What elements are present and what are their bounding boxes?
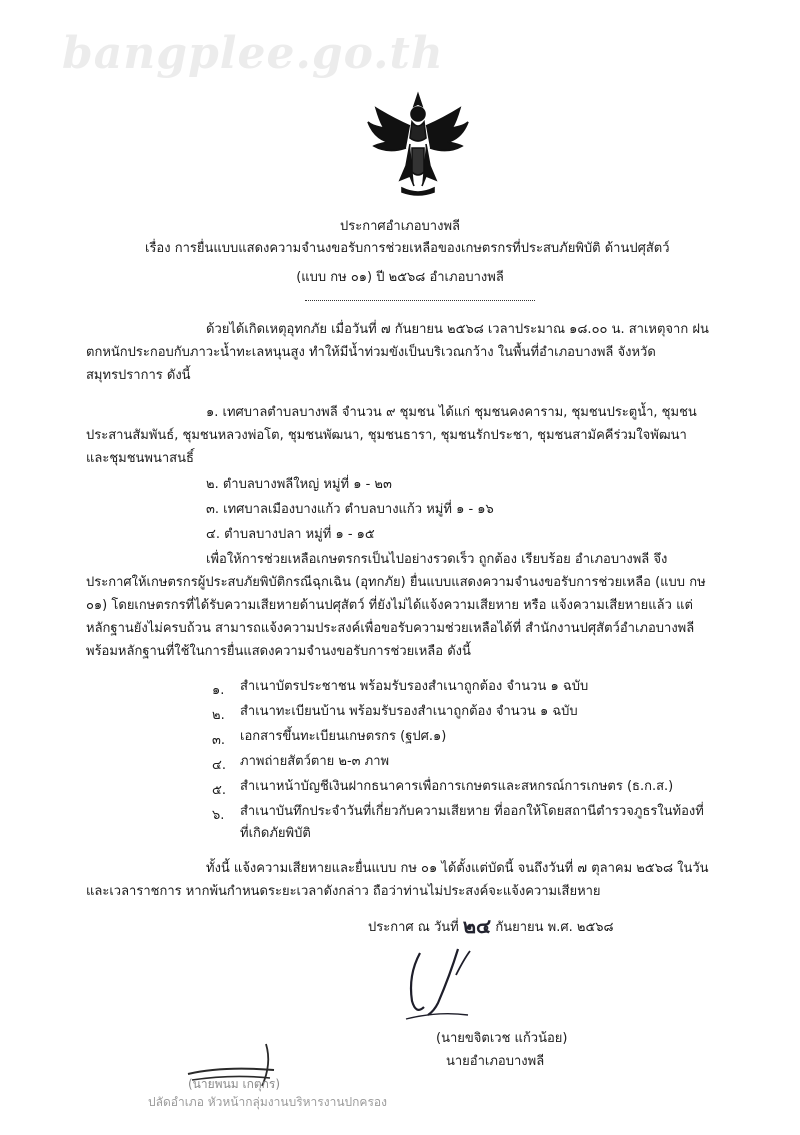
area-item-3: ๓. เทศบาลเมืองบางแก้ว ตำบลบางแก้ว หมู่ที่ ๑ - ๑๖ bbox=[206, 502, 494, 517]
area-item-1: ๑. เทศบาลตำบลบางพลี จำนวน ๙ ชุมชน ได้แก่ ชุมชนคงคาราม, ชุมชนประตูน้ำ, ชุมชน ประสานสัมพันธ์, ชุมชนหลวงพ่อโต, ชุมชนพัฒนา, ชุมชนธารา, ชุมชนรักประชา, ชุมชนสามัคคีร่วมใจพัฒนา และชุมชนพนาสนธิ์ bbox=[86, 405, 697, 466]
garuda-emblem-icon bbox=[362, 88, 474, 200]
subject-line-2: (แบบ กษ ๐๑) ปี ๒๕๖๘ อำเภอบางพลี bbox=[296, 270, 504, 285]
document-num-6: ๖. bbox=[212, 808, 225, 823]
signer-name: (นายขจิตเวช แก้วน้อย) bbox=[436, 1031, 568, 1046]
announcement-title: ประกาศอำเภอบางพลี bbox=[339, 219, 460, 234]
signer-title: นายอำเภอบางพลี bbox=[446, 1054, 545, 1069]
subject-line-1: เรื่อง การยื่นแบบแสดงความจำนงขอรับการช่วยเหลือของเกษตรกรที่ประสบภัยพิบัติ ด้านปศุสัตว์ bbox=[145, 241, 670, 256]
document-num-2: ๒. bbox=[212, 708, 225, 723]
document-text-6: สำเนาบันทึกประจำวันที่เกี่ยวกับความเสียหาย ที่ออกให้โดยสถานีตำรวจภูธรในท้องที่ ที่เกิดภัยพิบัติ bbox=[240, 804, 704, 841]
area-item-4: ๔. ตำบลบางปลา หมู่ที่ ๑ - ๑๕ bbox=[206, 527, 375, 542]
document-text-3: เอกสารขึ้นทะเบียนเกษตรกร (ฐปศ.๑) bbox=[240, 729, 447, 744]
document-text-5: สำเนาหน้าบัญชีเงินฝากธนาคารเพื่อการเกษตรและสหกรณ์การเกษตร (ธ.ก.ส.) bbox=[240, 779, 674, 794]
announcement-date bbox=[368, 913, 614, 941]
intro-paragraph: ด้วยได้เกิดเหตุอุทกภัย เมื่อวันที่ ๗ กันยายน ๒๕๖๘ เวลาประมาณ ๑๘.๐๐ น. สาเหตุจาก ฝนตกหนักประกอบกับภาวะน้ำทะเลหนุนสูง ทำให้มีน้ำท่วมขังเป็นบริเวณกว้าง ในพื้นที่อำเภอบางพลี จังหวัดสมุทรปราการ ดังนี้ bbox=[86, 322, 709, 383]
area-item-2: ๒. ตำบลบางพลีใหญ่ หมู่ที่ ๑ - ๒๓ bbox=[206, 477, 392, 492]
stamp-name: (นายพนม เกตุกร) bbox=[188, 1077, 281, 1091]
document-num-4: ๔. bbox=[212, 758, 226, 773]
closing-paragraph: ทั้งนี้ แจ้งความเสียหายและยื่นแบบ กษ ๐๑ ได้ตั้งแต่บัดนี้ จนถึงวันที่ ๗ ตุลาคม ๒๕๖๘ ในวันและเวลาราชการ หากพ้นกำหนดระยะเวลาดังกล่าว ถือว่าท่านไม่ประสงค์จะแจ้งความเสียหาย bbox=[86, 861, 709, 899]
document-num-1: ๑. bbox=[212, 683, 225, 698]
document-text-4: ภาพถ่ายสัตว์ตาย ๒-๓ ภาพ bbox=[240, 754, 390, 769]
document-text-1: สำเนาบัตรประชาชน พร้อมรับรองสำเนาถูกต้อง จำนวน ๑ ฉบับ bbox=[240, 679, 589, 694]
divider bbox=[305, 300, 535, 301]
announcement-paragraph: เพื่อให้การช่วยเหลือเกษตรกรเป็นไปอย่างรวดเร็ว ถูกต้อง เรียบร้อย อำเภอบางพลี จึงประกาศให้เกษตรกรผู้ประสบภัยพิบัติกรณีฉุกเฉิน (อุทกภัย) ยื่นแบบแสดงความจำนงขอรับการช่วยเหลือ (แบบ กษ ๐๑) โดยเกษตรกรที่ได้รับความเสียหายด้านปศุสัตว์ ที่ยังไม่ได้แจ้งความเสียหาย หรือ แจ้งความเสียหายแล้ว แต่หลักฐานยังไม่ครบถ้วน สามารถแจ้งความประสงค์เพื่อขอรับความช่วยเหลือได้ที่ สำนักงานปศุสัตว์อำเภอบางพลี พร้อมหลักฐานที่ใช้ในการยื่นแสดงความจำนงขอรับการช่วยเหลือ ดังนี้ bbox=[86, 552, 706, 659]
date-prefix: ประกาศ ณ วันที่ bbox=[368, 920, 459, 935]
watermark: bangplee.go.th bbox=[62, 28, 444, 79]
stamp-title: ปลัดอำเภอ หัวหน้ากลุ่มงานบริหารงานปกครอง bbox=[148, 1095, 387, 1109]
date-day: ๒๔ bbox=[462, 914, 492, 938]
document-num-5: ๕. bbox=[212, 783, 226, 798]
date-suffix: กันยายน พ.ศ. ๒๕๖๘ bbox=[495, 920, 614, 935]
signature-image bbox=[398, 945, 528, 1025]
document-text-2: สำเนาทะเบียนบ้าน พร้อมรับรองสำเนาถูกต้อง จำนวน ๑ ฉบับ bbox=[240, 704, 578, 719]
document-num-3: ๓. bbox=[212, 733, 226, 748]
